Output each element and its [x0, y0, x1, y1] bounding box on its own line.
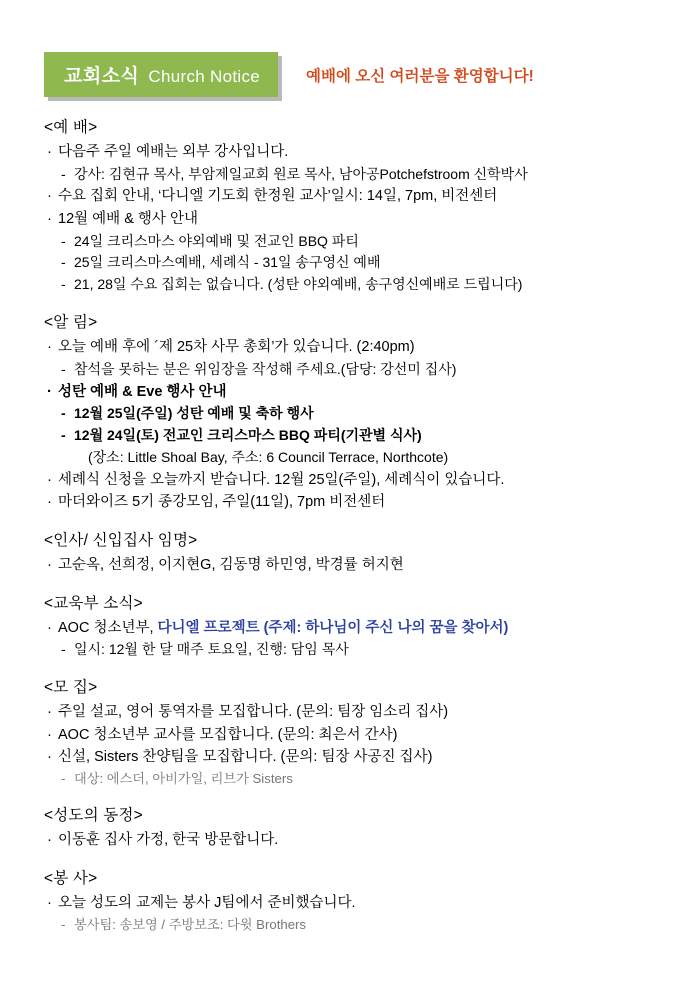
notice-line: · 이동훈 집사 가정, 한국 방문합니다. [44, 829, 660, 852]
notice-line: · 12월 예배 & 행사 안내 [44, 208, 660, 231]
notice-line: · 고순옥, 선희정, 이지현G, 김동명 하민영, 박경률 허지현 [44, 554, 660, 577]
title-english: Church Notice [148, 67, 261, 86]
section-heading: <모 집> [44, 678, 98, 696]
notice-line: - 강사: 김현규 목사, 부암제일교회 원로 목사, 남아공Potchefstroom 신학박사 [44, 164, 660, 186]
section-line-list [44, 141, 660, 296]
notice-line: (장소: Little Shoal Bay, 주소: 6 Council Terrace, Northcote) [88, 448, 449, 465]
section-heading: <인사/ 신입집사 임명> [44, 531, 198, 549]
section-line-list [44, 829, 660, 852]
notice-line: · 세례식 신청을 오늘까지 받습니다. 12월 25일(주일), 세례식이 있습니다. [44, 469, 660, 492]
title-badge [44, 52, 278, 97]
section-heading: <성도의 동정> [44, 807, 143, 825]
notice-section [44, 528, 660, 577]
notice-body [44, 115, 660, 935]
notice-section [44, 310, 660, 514]
notice-line: · 수요 집회 안내, ‘다니엘 기도회 한정원 교사’일시: 14일, 7pm, 비전센터 [44, 185, 660, 208]
section-line-list [44, 554, 660, 577]
notice-section [44, 803, 660, 852]
notice-line: - 25일 크리스마스예배, 세례식 - 31일 송구영신 예배 [44, 252, 660, 274]
section-heading: <예 배> [44, 119, 98, 136]
header [44, 52, 660, 97]
notice-line: · AOC 청소년부 교사를 모집합니다. (문의: 최은서 간사) [44, 724, 660, 747]
section-line-list [44, 892, 660, 935]
welcome-message: 예배에 오신 여러분을 환영합니다! [306, 67, 534, 85]
section-heading: <교욱부 소식> [44, 594, 143, 612]
section-heading: <알 림> [44, 314, 98, 332]
notice-line: - 일시: 12월 한 달 매주 토요일, 진행: 담임 목사 [44, 639, 660, 661]
notice-line: · 오늘 성도의 교제는 봉사 J팀에서 준비했습니다. [44, 892, 660, 915]
notice-line-highlight: 다니엘 프로젝트 (주제: 하나님이 주신 나의 꿈을 찾아서) [157, 619, 509, 636]
notice-line [44, 617, 660, 640]
notice-line: - 대상: 에스더, 아비가일, 리브가 Sisters [44, 769, 660, 790]
notice-section [44, 675, 660, 789]
notice-line: - 봉사팀: 송보영 / 주방보조: 다윗 Brothers [44, 915, 660, 936]
section-heading: <봉 사> [44, 869, 98, 887]
notice-line: · 오늘 예배 후에 ´제 25차 사무 총회’가 있습니다. (2:40pm) [44, 336, 660, 359]
notice-section [44, 591, 660, 661]
title-korean: 교회소식 [64, 66, 140, 87]
notice-line: - 21, 28일 수요 집회는 없습니다. (성탄 야외예배, 송구영신예배로 드립니다) [44, 274, 660, 296]
notice-line: · 신설, Sisters 찬양팀을 모집합니다. (문의: 팀장 사공진 집사) [44, 746, 660, 769]
notice-line: - 12월 24일(토) 전교인 크리스마스 BBQ 파티(기관별 식사) [44, 425, 660, 447]
notice-line: · 주일 설교, 영어 통역자를 모집합니다. (문의: 팀장 임소리 집사) [44, 701, 660, 724]
notice-section [44, 866, 660, 935]
notice-line-text: AOC 청소년부, [58, 619, 158, 636]
section-line-list [44, 701, 660, 789]
notice-line: · 마더와이즈 5기 종강모임, 주일(11일), 7pm 비전센터 [44, 491, 660, 514]
notice-line: · 성탄 예배 & Eve 행사 안내 [44, 381, 660, 404]
section-line-list [44, 336, 660, 514]
notice-line: - 12월 25일(주일) 성탄 예배 및 축하 행사 [44, 403, 660, 425]
notice-line: - 24일 크리스마스 야외예배 및 전교인 BBQ 파티 [44, 231, 660, 253]
notice-line: · 다음주 주일 예배는 외부 강사입니다. [44, 141, 660, 164]
section-line-list [44, 617, 660, 661]
notice-section [44, 115, 660, 296]
notice-line: - 참석을 못하는 분은 위임장을 작성해 주세요.(담당: 강선미 집사) [44, 359, 660, 381]
